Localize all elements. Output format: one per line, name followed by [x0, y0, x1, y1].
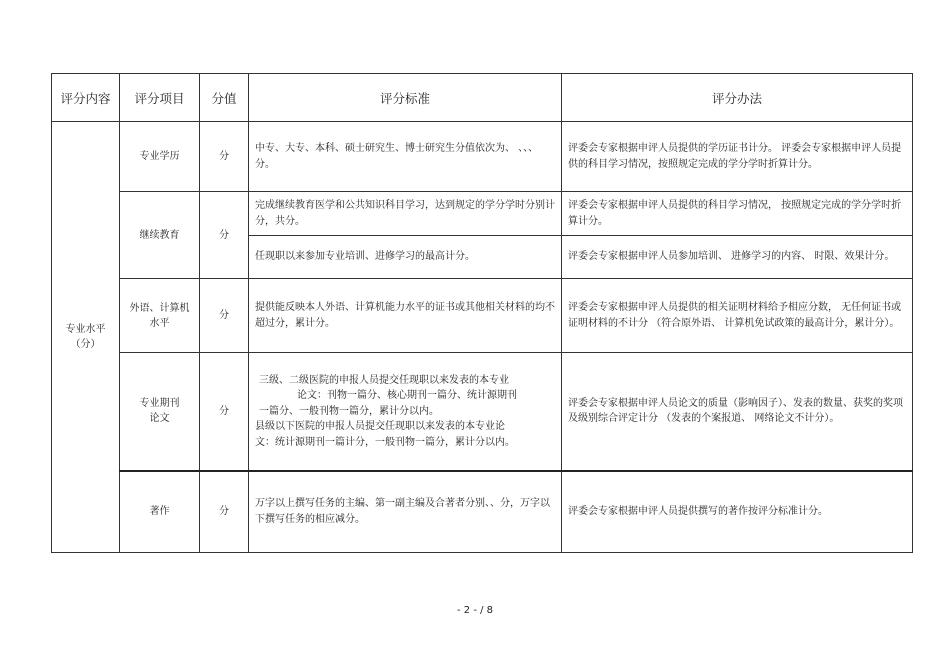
- standard-line: 一篇分、一般刊物一篇分，累计分以内。: [259, 405, 439, 417]
- method-cell: 评委会专家根据申评人员提供的学历证书计分。 评委会专家根据申评人员提供的科目学习情况，按照规定完成的学分学时折算计分。: [562, 122, 913, 192]
- item-cell: 专业期刊 论文: [120, 353, 200, 471]
- method-cell: 评委会专家根据申评人员论文的质量（影响因子）、发表的数量、获奖的奖项及级别综合评定计分 （发表的个案报道、 网络论文不计分）。: [562, 353, 913, 471]
- header-method: 评分办法: [562, 74, 913, 122]
- standard-line: 县级以下医院的申报人员提交任现职以来发表的本专业论: [255, 421, 505, 432]
- standard-line: 三级、二级医院的申报人员提交任现职以来发表的本专业: [259, 374, 509, 386]
- category-cell: 专业水平 （分）: [52, 122, 120, 553]
- table-row: [52, 122, 913, 192]
- standard-cell: 中专、大专、本科、硕士研究生、博士研究生分值依次为、 、、、分。: [249, 122, 562, 192]
- standard-cell: 万字以上撰写任务的主编、第一副主编及合著者分别、、分，万字以下撰写任务的相应减分。: [249, 471, 562, 553]
- method-cell: 评委会专家根据申评人员提供的科目学习情况， 按照规定完成的学分学时折算计分。: [562, 192, 913, 236]
- standard-cell: 完成继续教育医学和公共知识科目学习，达到规定的学分学时分别计分，共分。: [249, 192, 562, 236]
- table-row: [52, 471, 913, 553]
- standard-cell: 任现职以来参加专业培训、进修学习的最高计分。: [249, 236, 562, 279]
- table-row: [52, 353, 913, 471]
- item-cell: 专业学历: [120, 122, 200, 192]
- header-item: 评分项目: [120, 74, 200, 122]
- item-cell: 著作: [120, 471, 200, 553]
- header-score: 分值: [200, 74, 249, 122]
- header-standard: 评分标准: [249, 74, 562, 122]
- item-cell: 外语、计算机 水平: [120, 279, 200, 353]
- page-number: - 2 - / 8: [456, 605, 494, 616]
- standard-cell: [249, 353, 562, 471]
- standard-line: 论文：刊物一篇分、核心期刊一篇分、统计源期刊: [297, 390, 517, 401]
- scoring-table: [51, 73, 913, 553]
- score-cell: 分: [200, 353, 249, 471]
- header-content: 评分内容: [52, 74, 120, 122]
- score-cell: 分: [200, 122, 249, 192]
- standard-cell: 提供能反映本人外语、计算机能力水平的证书或其他相关材料的均不超过分，累计分。: [249, 279, 562, 353]
- standard-line: 文：统计源期刊一篇计分，一般刊物一篇分，累计分以内。: [255, 436, 515, 448]
- method-cell: 评委会专家根据申评人员提供撰写的著作按评分标准计分。: [562, 471, 913, 553]
- score-cell: 分: [200, 279, 249, 353]
- item-cell: 继续教育: [120, 192, 200, 279]
- table-row: [52, 279, 913, 353]
- score-cell: 分: [200, 471, 249, 553]
- method-cell: 评委会专家根据申评人员参加培训、 进修学习的内容、 时限、效果计分。: [562, 236, 913, 279]
- method-cell: 评委会专家根据申评人员提供的相关证明材料给予相应分数， 无任何证书或证明材料的不计分 （符合原外语、 计算机免试政策的最高计分，累计分）。: [562, 279, 913, 353]
- table-row: [52, 192, 913, 236]
- score-cell: 分: [200, 192, 249, 279]
- header-row: [52, 74, 913, 122]
